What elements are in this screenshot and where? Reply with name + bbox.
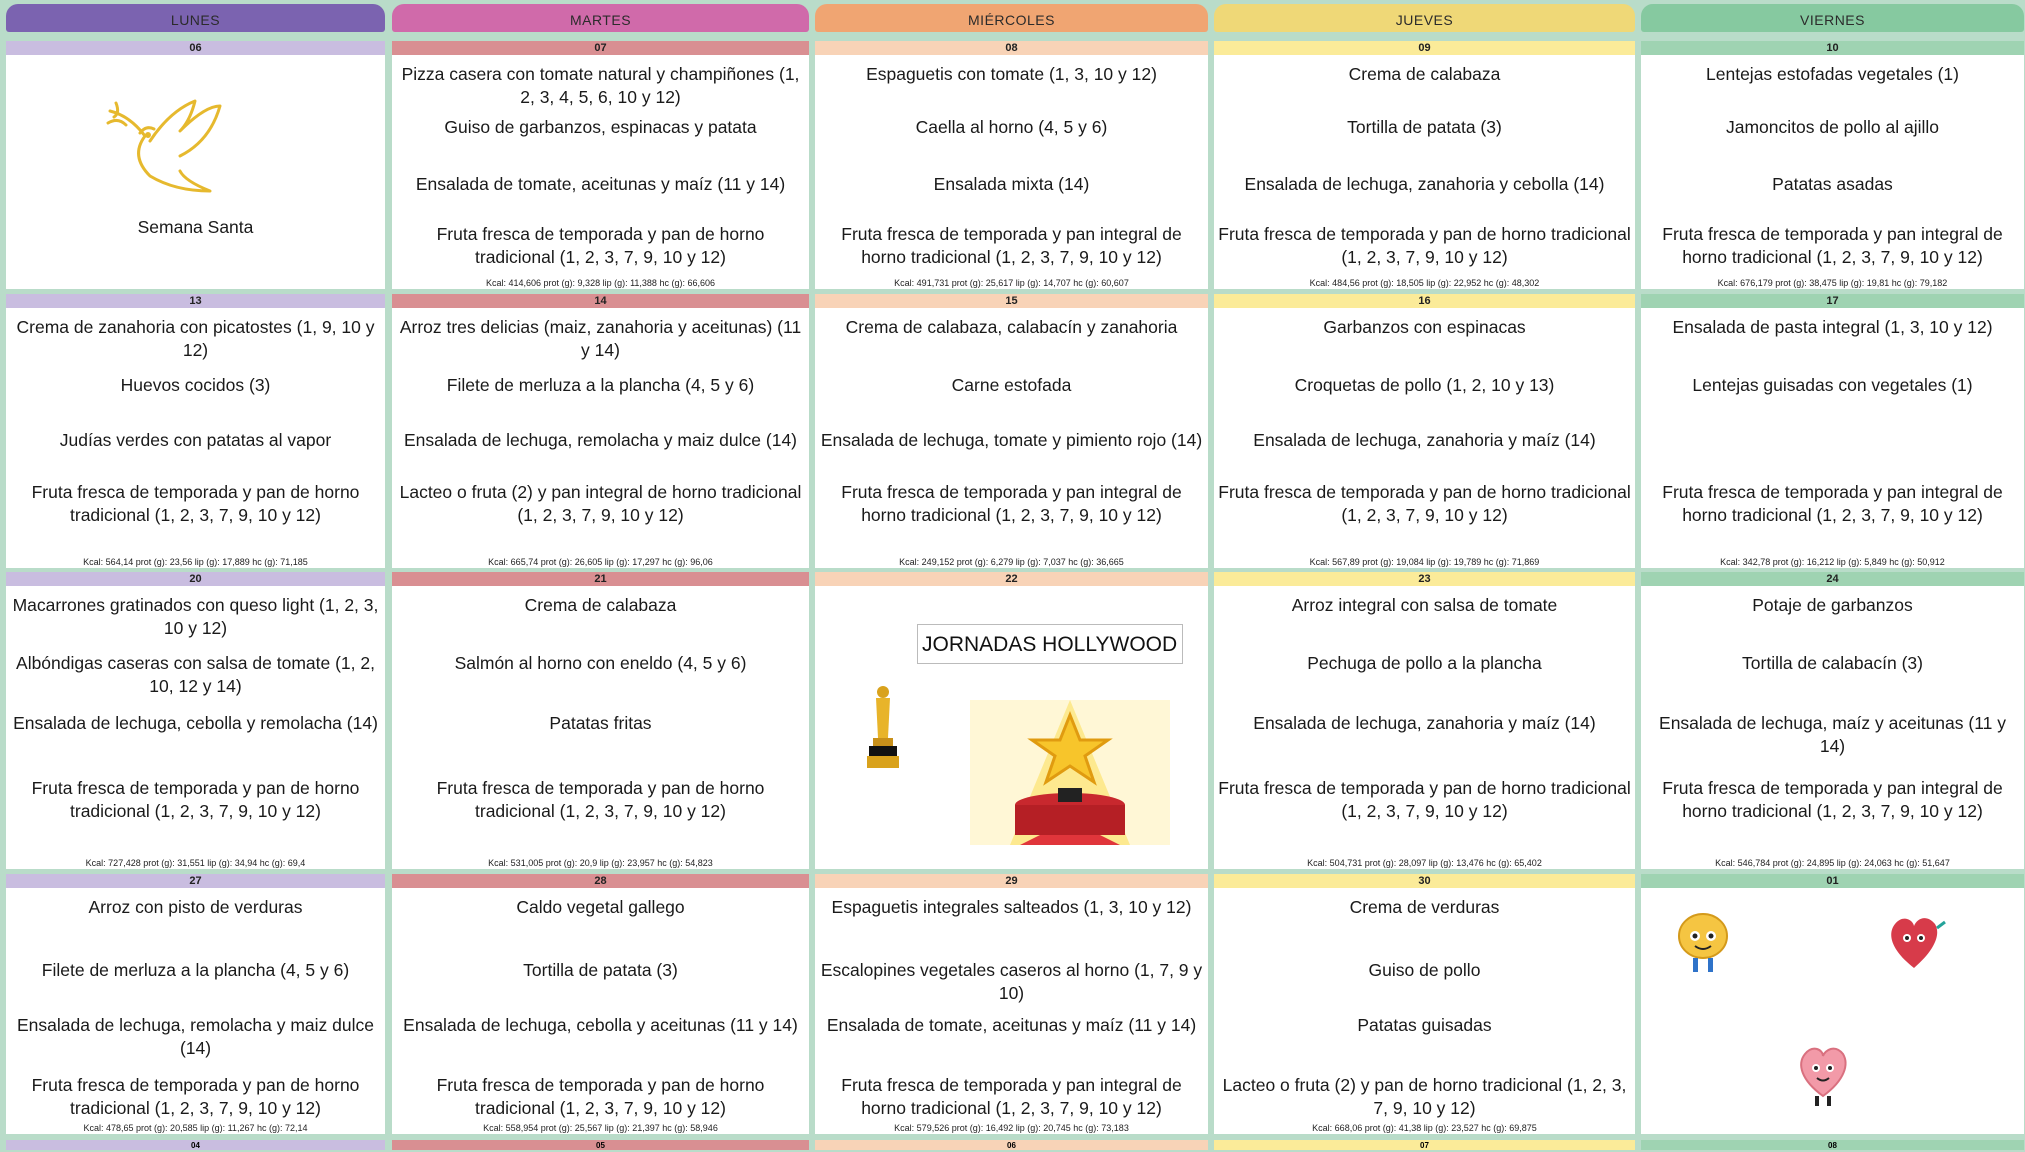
- day-number: 15: [815, 294, 1208, 308]
- nutrition-info: Kcal: 579,526 prot (g): 16,492 lip (g): 20,745 hc (g): 73,183: [894, 1123, 1129, 1133]
- day-cell: [6, 874, 385, 1134]
- menu-item: Tortilla de patata (3): [1347, 117, 1502, 137]
- menu-item: Albóndigas caseras con salsa de tomate (1, 2, 10, 12 y 14): [16, 653, 375, 696]
- nutrition-info: Kcal: 504,731 prot (g): 28,097 lip (g): 13,476 hc (g): 65,402: [1307, 858, 1542, 868]
- day-cell: [392, 41, 809, 289]
- menu-item: Escalopines vegetales caseros al horno (1, 7, 9 y 10): [820, 960, 1203, 1003]
- menu-item: Ensalada de pasta integral (1, 3, 10 y 12): [1672, 317, 1993, 337]
- day-cell: [1214, 294, 1635, 568]
- menu-item: Tortilla de patata (3): [523, 960, 678, 980]
- menu-item: Fruta fresca de temporada y pan de horno tradicional (1, 2, 3, 7, 9, 10 y 12): [1218, 482, 1631, 525]
- day-cell: [1641, 572, 2024, 869]
- menu-item: Fruta fresca de temporada y pan integral de horno tradicional (1, 2, 3, 7, 9, 10 y 12): [841, 224, 1182, 267]
- menu-item: Lentejas estofadas vegetales (1): [1706, 64, 1959, 84]
- day-number: 29: [815, 874, 1208, 888]
- menu-item: Crema de calabaza, calabacín y zanahoria: [845, 317, 1178, 337]
- menu-item: Fruta fresca de temporada y pan integral de horno tradicional (1, 2, 3, 7, 9, 10 y 12): [1662, 482, 2003, 525]
- day-number: 16: [1214, 294, 1635, 308]
- nutrition-info: Kcal: 491,731 prot (g): 25,617 lip (g): 14,707 hc (g): 60,607: [894, 278, 1129, 288]
- day-number: 06: [6, 41, 385, 55]
- nutrition-info: Kcal: 558,954 prot (g): 25,567 lip (g): 21,397 hc (g): 58,946: [483, 1123, 718, 1133]
- day-cell: [815, 572, 1208, 869]
- menu-item: Fruta fresca de temporada y pan integral de horno tradicional (1, 2, 3, 7, 9, 10 y 12): [841, 1075, 1182, 1118]
- menu-item: Arroz tres delicias (maiz, zanahoria y aceitunas) (11 y 14): [399, 317, 802, 360]
- event-title: JORNADAS HOLLYWOOD: [917, 624, 1183, 664]
- heart-organ-character-icon: [1881, 908, 1947, 974]
- menu-item: Crema de calabaza: [524, 595, 677, 615]
- menu-item: Ensalada de lechuga, cebolla y remolacha (14): [13, 713, 378, 733]
- nutrition-info: Kcal: 249,152 prot (g): 6,279 lip (g): 7,037 hc (g): 36,665: [899, 557, 1124, 567]
- menu-item: Arroz con pisto de verduras: [88, 897, 303, 917]
- menu-item: Ensalada de lechuga, remolacha y maiz dulce (14): [16, 1015, 374, 1058]
- menu-item: Jamoncitos de pollo al ajillo: [1725, 117, 1940, 137]
- day-header-3: JUEVES: [1214, 4, 1635, 32]
- menu-item: Ensalada mixta (14): [933, 174, 1090, 194]
- nutrition-info: Kcal: 478,65 prot (g): 20,585 lip (g): 11,267 hc (g): 72,14: [83, 1123, 308, 1133]
- menu-item: Patatas fritas: [549, 713, 652, 733]
- menu-item: Ensalada de lechuga, maíz y aceitunas (11 y 14): [1659, 713, 2006, 756]
- day-cell: [392, 572, 809, 869]
- menu-item: Espaguetis con tomate (1, 3, 10 y 12): [866, 64, 1157, 84]
- special-note: Semana Santa: [137, 217, 254, 237]
- menu-item: Crema de calabaza: [1348, 64, 1501, 84]
- menu-item: Judías verdes con patatas al vapor: [59, 430, 332, 450]
- menu-item: Fruta fresca de temporada y pan integral de horno tradicional (1, 2, 3, 7, 9, 10 y 12): [1662, 778, 2003, 821]
- day-number: 22: [815, 572, 1208, 586]
- menu-item: Fruta fresca de temporada y pan de horno tradicional (1, 2, 3, 7, 9, 10 y 12): [436, 224, 765, 267]
- day-header-1: MARTES: [392, 4, 809, 32]
- day-number: 09: [1214, 41, 1635, 55]
- next-week-day-number: 06: [815, 1140, 1208, 1150]
- day-number: 24: [1641, 572, 2024, 586]
- menu-item: Garbanzos con espinacas: [1323, 317, 1526, 337]
- menu-item: Filete de merluza a la plancha (4, 5 y 6): [41, 960, 350, 980]
- menu-item: Guiso de pollo: [1368, 960, 1481, 980]
- day-cell: [6, 572, 385, 869]
- menu-item: Guiso de garbanzos, espinacas y patata: [444, 117, 757, 137]
- menu-item: Macarrones gratinados con queso light (1, 2, 3, 10 y 12): [12, 595, 379, 638]
- day-cell: [1641, 874, 2024, 1134]
- menu-item: Filete de merluza a la plancha (4, 5 y 6): [446, 375, 755, 395]
- nutrition-info: Kcal: 484,56 prot (g): 18,505 lip (g): 22,952 hc (g): 48,302: [1309, 278, 1540, 288]
- menu-item: Crema de verduras: [1349, 897, 1500, 917]
- day-cell: [1641, 41, 2024, 289]
- menu-item: Croquetas de pollo (1, 2, 10 y 13): [1294, 375, 1555, 395]
- day-number: 20: [6, 572, 385, 586]
- oscar-trophy-icon: [863, 682, 903, 772]
- menu-item: Fruta fresca de temporada y pan de horno tradicional (1, 2, 3, 7, 9, 10 y 12): [436, 778, 765, 821]
- day-number: 28: [392, 874, 809, 888]
- menu-item: Fruta fresca de temporada y pan de horno tradicional (1, 2, 3, 7, 9, 10 y 12): [1218, 224, 1631, 267]
- day-cell: [1214, 572, 1635, 869]
- nutrition-info: Kcal: 567,89 prot (g): 19,084 lip (g): 19,789 hc (g): 71,869: [1309, 557, 1540, 567]
- day-number: 30: [1214, 874, 1635, 888]
- menu-item: Pizza casera con tomate natural y champiñones (1, 2, 3, 4, 5, 6, 10 y 12): [401, 64, 800, 107]
- nutrition-info: Kcal: 665,74 prot (g): 26,605 lip (g): 17,297 hc (g): 96,06: [488, 557, 713, 567]
- brain-character-icon: [1675, 910, 1731, 976]
- menu-item: Ensalada de tomate, aceitunas y maíz (11 y 14): [415, 174, 786, 194]
- menu-item: Ensalada de lechuga, cebolla y aceitunas (11 y 14): [403, 1015, 798, 1035]
- day-cell: [6, 294, 385, 568]
- day-cell: [1214, 41, 1635, 289]
- pink-heart-character-icon: [1793, 1040, 1853, 1110]
- day-cell: [392, 874, 809, 1134]
- next-week-day-number: 07: [1214, 1140, 1635, 1150]
- menu-item: Ensalada de lechuga, zanahoria y maíz (14): [1253, 430, 1596, 450]
- menu-item: Arroz integral con salsa de tomate: [1291, 595, 1558, 615]
- menu-item: Patatas asadas: [1772, 174, 1893, 194]
- nutrition-info: Kcal: 668,06 prot (g): 41,38 lip (g): 23,527 hc (g): 69,875: [1312, 1123, 1537, 1133]
- menu-item: Espaguetis integrales salteados (1, 3, 10 y 12): [831, 897, 1192, 917]
- day-cell: [815, 874, 1208, 1134]
- menu-item: Tortilla de calabacín (3): [1742, 653, 1923, 673]
- day-header-0: LUNES: [6, 4, 385, 32]
- menu-item: Ensalada de lechuga, zanahoria y cebolla (14): [1244, 174, 1605, 194]
- day-cell: [1641, 294, 2024, 568]
- day-number: 27: [6, 874, 385, 888]
- day-number: 07: [392, 41, 809, 55]
- day-number: 21: [392, 572, 809, 586]
- day-number: 23: [1214, 572, 1635, 586]
- day-header-2: MIÉRCOLES: [815, 4, 1208, 32]
- menu-item: Carne estofada: [951, 375, 1072, 395]
- nutrition-info: Kcal: 342,78 prot (g): 16,212 lip (g): 5,849 hc (g): 50,912: [1720, 557, 1945, 567]
- menu-item: Caldo vegetal gallego: [516, 897, 685, 917]
- menu-item: Fruta fresca de temporada y pan de horno tradicional (1, 2, 3, 7, 9, 10 y 12): [31, 778, 360, 821]
- nutrition-info: Kcal: 727,428 prot (g): 31,551 lip (g): 34,94 hc (g): 69,4: [85, 858, 306, 868]
- menu-item: Lacteo o fruta (2) y pan integral de horno tradicional (1, 2, 3, 7, 9, 10 y 12): [399, 482, 802, 525]
- red-carpet-star-icon: [970, 700, 1170, 845]
- day-cell: [815, 294, 1208, 568]
- menu-item: Lacteo o fruta (2) y pan de horno tradicional (1, 2, 3, 7, 9, 10 y 12): [1222, 1075, 1627, 1118]
- menu-item: Potaje de garbanzos: [1752, 595, 1913, 615]
- menu-item: Fruta fresca de temporada y pan integral de horno tradicional (1, 2, 3, 7, 9, 10 y 12): [841, 482, 1182, 525]
- day-cell: [6, 41, 385, 289]
- menu-item: Caella al horno (4, 5 y 6): [915, 117, 1108, 137]
- menu-item: Pechuga de pollo a la plancha: [1307, 653, 1542, 673]
- day-number: 13: [6, 294, 385, 308]
- menu-item: Ensalada de lechuga, tomate y pimiento rojo (14): [820, 430, 1203, 450]
- next-week-day-number: 08: [1641, 1140, 2024, 1150]
- menu-item: Ensalada de lechuga, remolacha y maiz dulce (14): [404, 430, 797, 450]
- menu-item: Crema de zanahoria con picatostes (1, 9, 10 y 12): [16, 317, 375, 360]
- menu-item: Salmón al horno con eneldo (4, 5 y 6): [454, 653, 747, 673]
- menu-item: Ensalada de tomate, aceitunas y maíz (11 y 14): [826, 1015, 1197, 1035]
- nutrition-info: Kcal: 546,784 prot (g): 24,895 lip (g): 24,063 hc (g): 51,647: [1715, 858, 1950, 868]
- day-header-4: VIERNES: [1641, 4, 2024, 32]
- dove-icon: [90, 91, 230, 201]
- day-number: 10: [1641, 41, 2024, 55]
- menu-item: Fruta fresca de temporada y pan de horno tradicional (1, 2, 3, 7, 9, 10 y 12): [31, 482, 360, 525]
- menu-item: Fruta fresca de temporada y pan de horno tradicional (1, 2, 3, 7, 9, 10 y 12): [31, 1075, 360, 1118]
- menu-item: Lentejas guisadas con vegetales (1): [1692, 375, 1973, 395]
- day-number: 01: [1641, 874, 2024, 888]
- day-number: 08: [815, 41, 1208, 55]
- day-number: 17: [1641, 294, 2024, 308]
- day-number: 14: [392, 294, 809, 308]
- day-cell: [392, 294, 809, 568]
- menu-item: Fruta fresca de temporada y pan integral de horno tradicional (1, 2, 3, 7, 9, 10 y 12): [1662, 224, 2003, 267]
- menu-item: Huevos cocidos (3): [120, 375, 271, 395]
- next-week-day-number: 05: [392, 1140, 809, 1150]
- day-cell: [1214, 874, 1635, 1134]
- menu-item: Fruta fresca de temporada y pan de horno tradicional (1, 2, 3, 7, 9, 10 y 12): [436, 1075, 765, 1118]
- nutrition-info: Kcal: 564,14 prot (g): 23,56 lip (g): 17,889 hc (g): 71,185: [83, 557, 308, 567]
- next-week-day-number: 04: [6, 1140, 385, 1150]
- menu-item: Ensalada de lechuga, zanahoria y maíz (14): [1253, 713, 1596, 733]
- nutrition-info: Kcal: 414,606 prot (g): 9,328 lip (g): 11,388 hc (g): 66,606: [486, 278, 715, 288]
- day-cell: [815, 41, 1208, 289]
- menu-item: Patatas guisadas: [1357, 1015, 1492, 1035]
- nutrition-info: Kcal: 531,005 prot (g): 20,9 lip (g): 23,957 hc (g): 54,823: [488, 858, 713, 868]
- menu-item: Fruta fresca de temporada y pan de horno tradicional (1, 2, 3, 7, 9, 10 y 12): [1218, 778, 1631, 821]
- nutrition-info: Kcal: 676,179 prot (g): 38,475 lip (g): 19,81 hc (g): 79,182: [1717, 278, 1948, 288]
